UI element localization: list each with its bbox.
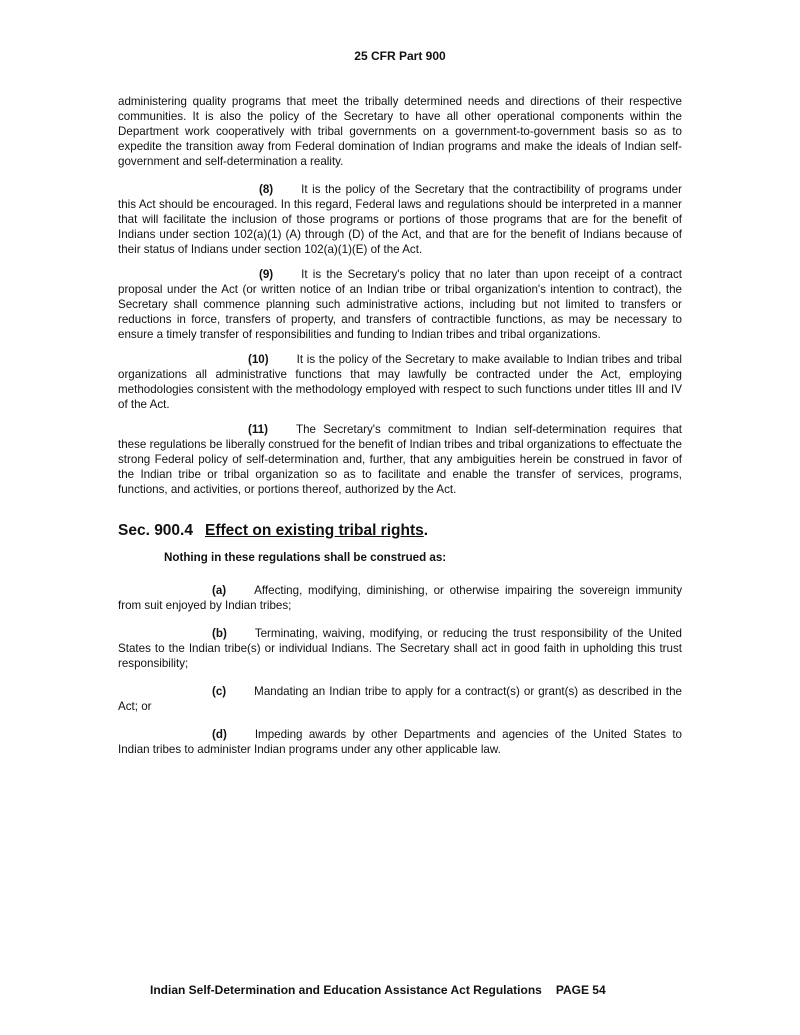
intro-paragraph: administering quality programs that meet the tribally determined needs and directions of their respective communities. It is also the policy of the Secretary to have all other operational components within the Department work cooperatively with tribal governments on a government-to-government basis so as to expedite the transition away from Federal domination of Indian programs and make the ideals of Indian self-government and self-determination a reality.: [118, 95, 682, 168]
paragraph-9: [118, 267, 682, 342]
document-body: [118, 94, 682, 770]
item-text: Terminating, waiving, modifying, or reducing the trust responsibility of the United States to the Indian tribe(s) or individual Indians. The Secretary shall act in good faith in upholding this trust responsibility;: [118, 627, 682, 670]
item-number: (d): [212, 728, 227, 741]
paragraph-number: (9): [259, 268, 274, 281]
section-title: Effect on existing tribal rights: [204, 522, 424, 539]
paragraph-text: The Secretary's commitment to Indian self-determination requires that these regulations be liberally construed for the benefit of Indian tribes and tribal organizations to effectuate the strong Federal policy of self-determination and, further, that any ambiguities herein be construed in favor of the Indian tribe or tribal organization so as to facilitate and enable the transfer of services, programs, functions, and activities, or portions thereof, authorized by the Act.: [118, 423, 682, 496]
item-b: [118, 626, 682, 671]
section-number: Sec. 900.4: [118, 522, 193, 539]
paragraph-11: [118, 422, 682, 497]
paragraph-number: (8): [259, 183, 274, 196]
paragraph-number: (10): [248, 353, 269, 366]
page-footer: [150, 983, 606, 997]
paragraph-8: [118, 182, 682, 257]
item-number: (c): [212, 685, 227, 698]
section-heading: [118, 523, 682, 538]
item-text: Mandating an Indian tribe to apply for a contract(s) or grant(s) as described in the Act; or: [118, 685, 682, 713]
paragraph-number: (11): [248, 423, 268, 436]
item-number: (b): [212, 627, 227, 640]
item-text: Impeding awards by other Departments and agencies of the United States to Indian tribes to administer Indian programs under any other applicable law.: [118, 728, 682, 756]
paragraph-text: It is the policy of the Secretary to make available to Indian tribes and tribal organizations all administrative functions that may lawfully be contracted under the Act, employing methodologies consistent with the methodology employed with respect to such functions under titles III and IV of the Act.: [118, 353, 682, 411]
paragraph-10: [118, 352, 682, 412]
item-number: (a): [212, 584, 227, 597]
item-a: [118, 583, 682, 613]
item-c: [118, 684, 682, 714]
footer-title: Indian Self-Determination and Education Assistance Act Regulations: [150, 983, 542, 997]
item-d: [118, 727, 682, 757]
paragraph-text: It is the policy of the Secretary that the contractibility of programs under this Act should be encouraged. In this regard, Federal laws and regulations should be interpreted in a manner that will facilitate the inclusion of those programs or portions of those programs that are for the benefit of Indians under section 102(a)(1) (A) through (D) of the Act, and that are for the benefit of Indians because of their status of Indians under section 102(a)(1)(E) of the Act.: [118, 183, 682, 256]
section-lead: Nothing in these regulations shall be construed as:: [164, 551, 447, 564]
paragraph-text: It is the Secretary's policy that no later than upon receipt of a contract proposal under the Act (or written notice of an Indian tribe or tribal organization's intention to contract), the Secretary shall commence planning such administrative actions, including but not limited to transfers or reductions in force, transfers of property, and transfers of contractible functions, as may be necessary to ensure a timely transfer of responsibilities and funding to Indian tribes and tribal organizations.: [118, 268, 682, 341]
item-text: Affecting, modifying, diminishing, or otherwise impairing the sovereign immunity from suit enjoyed by Indian tribes;: [118, 584, 682, 612]
page-header: 25 CFR Part 900: [354, 49, 446, 63]
page-number: PAGE 54: [555, 983, 606, 997]
section-title-period: .: [423, 522, 429, 539]
